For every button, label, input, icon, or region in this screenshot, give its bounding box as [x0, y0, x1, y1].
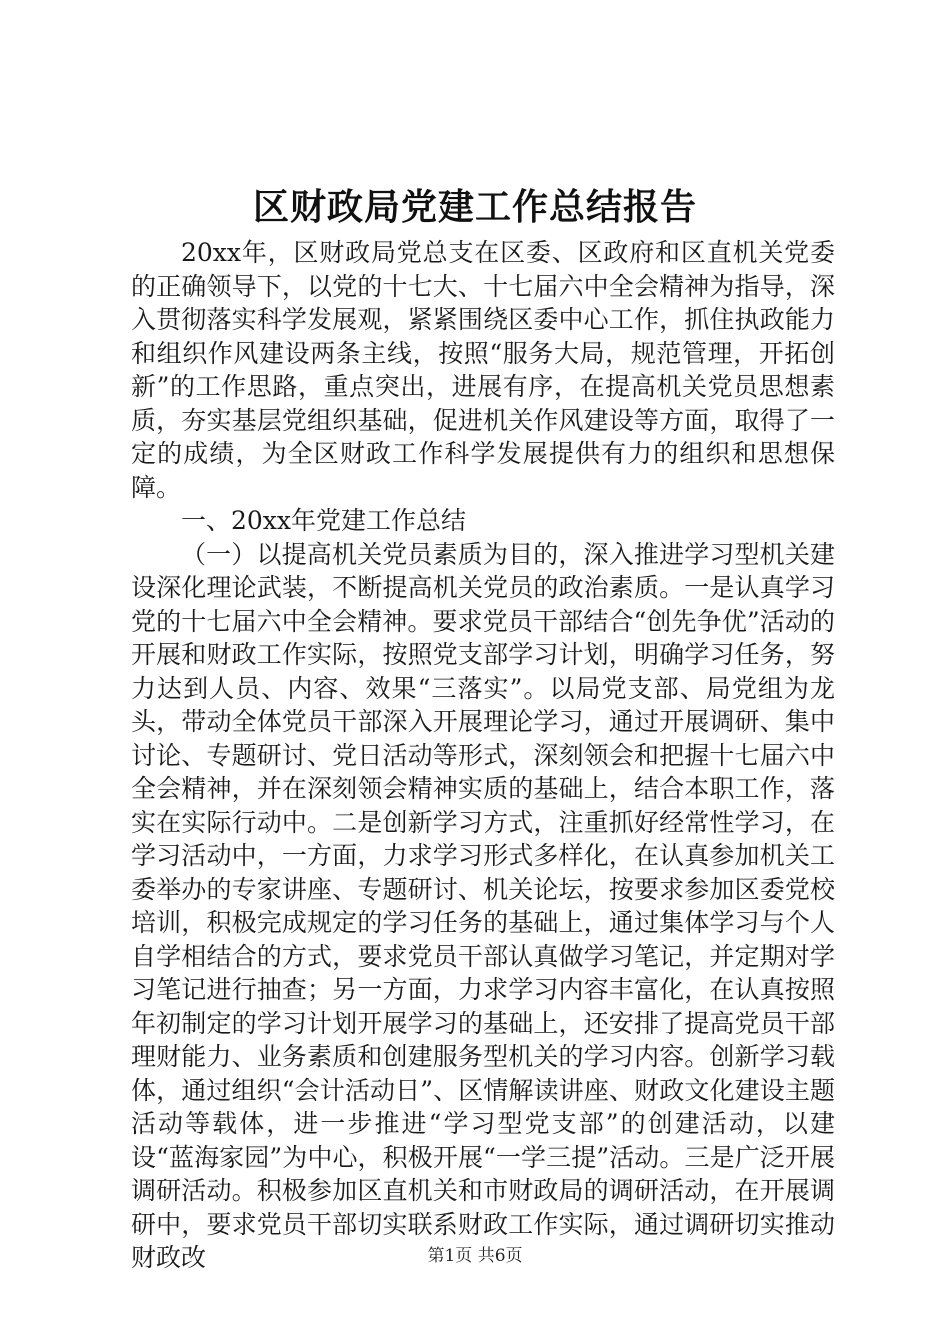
intro-paragraph: 20xx年，区财政局党总支在区委、区政府和区直机关党委的正确领导下，以党的十七大、十七届六中全会精神为指导，深入贯彻落实科学发展观，紧紧围绕区委中心工作，抓住执政能力和组织作风建设两条主线，按照“服务大局，规范管理，开拓创新”的工作思路，重点突出，进展有序，在提高机关党员思想素质，夯实基层党组织基础，促进机关作风建设等方面，取得了一定的成绩，为全区财政工作科学发展提供有力的组织和思想保障。	[131, 238, 835, 502]
document-title: 区财政局党建工作总结报告	[252, 186, 697, 228]
section-heading: 一、20xx年党建工作总结	[181, 506, 467, 535]
page-footer: 第1页 共6页	[427, 1246, 523, 1266]
section-paragraph: （一）以提高机关党员素质为目的，深入推进学习型机关建设深化理论武装，不断提高机关党员的政治素质。一是认真学习党的十七届六中全会精神。要求党员干部结合“创先争优”活动的开展和财政工作实际，按照党支部学习计划，明确学习任务，努力达到人员、内容、效果“三落实”。以局党支部、局党组为龙头，带动全体党员干部深入开展理论学习，通过开展调研、集中讨论、专题研讨、党日活动等形式，深刻领会和把握十七届六中全会精神，并在深刻领会精神实质的基础上，结合本职工作，落实在实际行动中。二是创新学习方式，注重抓好经常性学习，在学习活动中，一方面，力求学习形式多样化，在认真参加机关工委举办的专家讲座、专题研讨、机关论坛，按要求参加区委党校培训，积极完成规定的学习任务的基础上，通过集体学习与个人自学相结合的方式，要求党员干部认真做学习笔记，并定期对学习笔记进行抽查；另一方面，力求学习内容丰富化，在认真按照年初制定的学习计划开展学习的基础上，还安排了提高党员干部理财能力、业务素质和创建服务型机关的学习内容。创新学习载体，通过组织“会计活动日”、区情解读讲座、财政文化建设主题活动等载体，进一步推进“学习型党支部”的创建活动，以建设“蓝海家园”为中心，积极开展“一学三提”活动。三是广泛开展调研活动。积极参加区直机关和市财政局的调研活动，在开展调研中，要求党员干部切实联系财政工作实际，通过调研切实推动财政改	[131, 539, 835, 1272]
document-body	[131, 236, 835, 1275]
